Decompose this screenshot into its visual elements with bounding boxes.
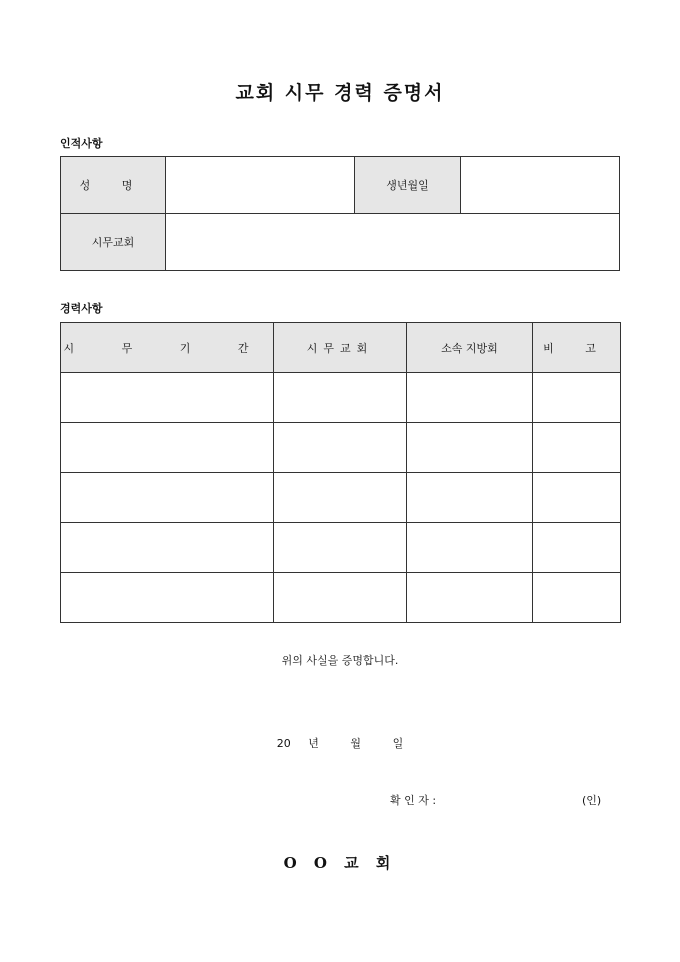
district-cell[interactable] xyxy=(407,523,533,573)
table-row xyxy=(61,373,621,423)
church-cell[interactable] xyxy=(274,473,407,523)
header-remarks-label: 비 고 xyxy=(543,341,610,355)
header-district-label: 소속 지방회 xyxy=(441,341,498,355)
district-cell[interactable] xyxy=(407,473,533,523)
header-period-label: 시 무 기 간 xyxy=(63,341,271,355)
date-day: 일 xyxy=(392,737,404,750)
table-row xyxy=(61,523,621,573)
birth-label-cell xyxy=(355,157,461,214)
period-cell[interactable] xyxy=(61,373,274,423)
date-year-prefix: 20 xyxy=(276,737,291,750)
remarks-cell[interactable] xyxy=(533,523,621,573)
period-cell[interactable] xyxy=(61,523,274,573)
name-field[interactable] xyxy=(166,157,355,214)
date-month: 월 xyxy=(350,737,362,750)
district-cell[interactable] xyxy=(407,423,533,473)
table-row xyxy=(61,573,621,623)
district-cell[interactable] xyxy=(407,373,533,423)
header-period xyxy=(61,323,274,373)
name-label: 성 명 xyxy=(79,179,147,192)
personal-info-table xyxy=(60,156,620,271)
period-cell[interactable] xyxy=(61,423,274,473)
document-title: 교회 시무 경력 증명서 xyxy=(235,82,445,104)
period-cell[interactable] xyxy=(61,573,274,623)
period-cell[interactable] xyxy=(61,473,274,523)
table-row xyxy=(61,473,621,523)
date-line xyxy=(0,735,680,751)
church-cell[interactable] xyxy=(274,573,407,623)
church-cell[interactable] xyxy=(274,523,407,573)
career-section-label: 경력사항 xyxy=(60,302,103,315)
statement-text: 위의 사실을 증명합니다. xyxy=(281,654,399,667)
remarks-cell[interactable] xyxy=(533,423,621,473)
confirm-label: 확 인 자 : xyxy=(390,794,437,807)
header-district xyxy=(407,323,533,373)
name-label-cell xyxy=(61,157,166,214)
header-remarks xyxy=(533,323,621,373)
remarks-cell[interactable] xyxy=(533,473,621,523)
birth-field[interactable] xyxy=(461,157,620,214)
church-cell[interactable] xyxy=(274,423,407,473)
career-header-row xyxy=(61,323,621,373)
table-row xyxy=(61,423,621,473)
church-field[interactable] xyxy=(166,214,620,271)
church-cell[interactable] xyxy=(274,373,407,423)
career-table xyxy=(60,322,621,623)
date-year: 년 xyxy=(308,737,319,750)
remarks-cell[interactable] xyxy=(533,373,621,423)
district-cell[interactable] xyxy=(407,573,533,623)
header-church-label: 시무교회 xyxy=(306,341,374,355)
church-label-cell xyxy=(61,214,166,271)
birth-label: 생년월일 xyxy=(386,179,429,192)
seal-mark: (인) xyxy=(582,794,602,807)
remarks-cell[interactable] xyxy=(533,573,621,623)
church-label: 시무교회 xyxy=(91,236,135,249)
header-church xyxy=(274,323,407,373)
personal-section-label: 인적사항 xyxy=(60,137,103,150)
church-name: O O 교 회 xyxy=(283,854,397,872)
